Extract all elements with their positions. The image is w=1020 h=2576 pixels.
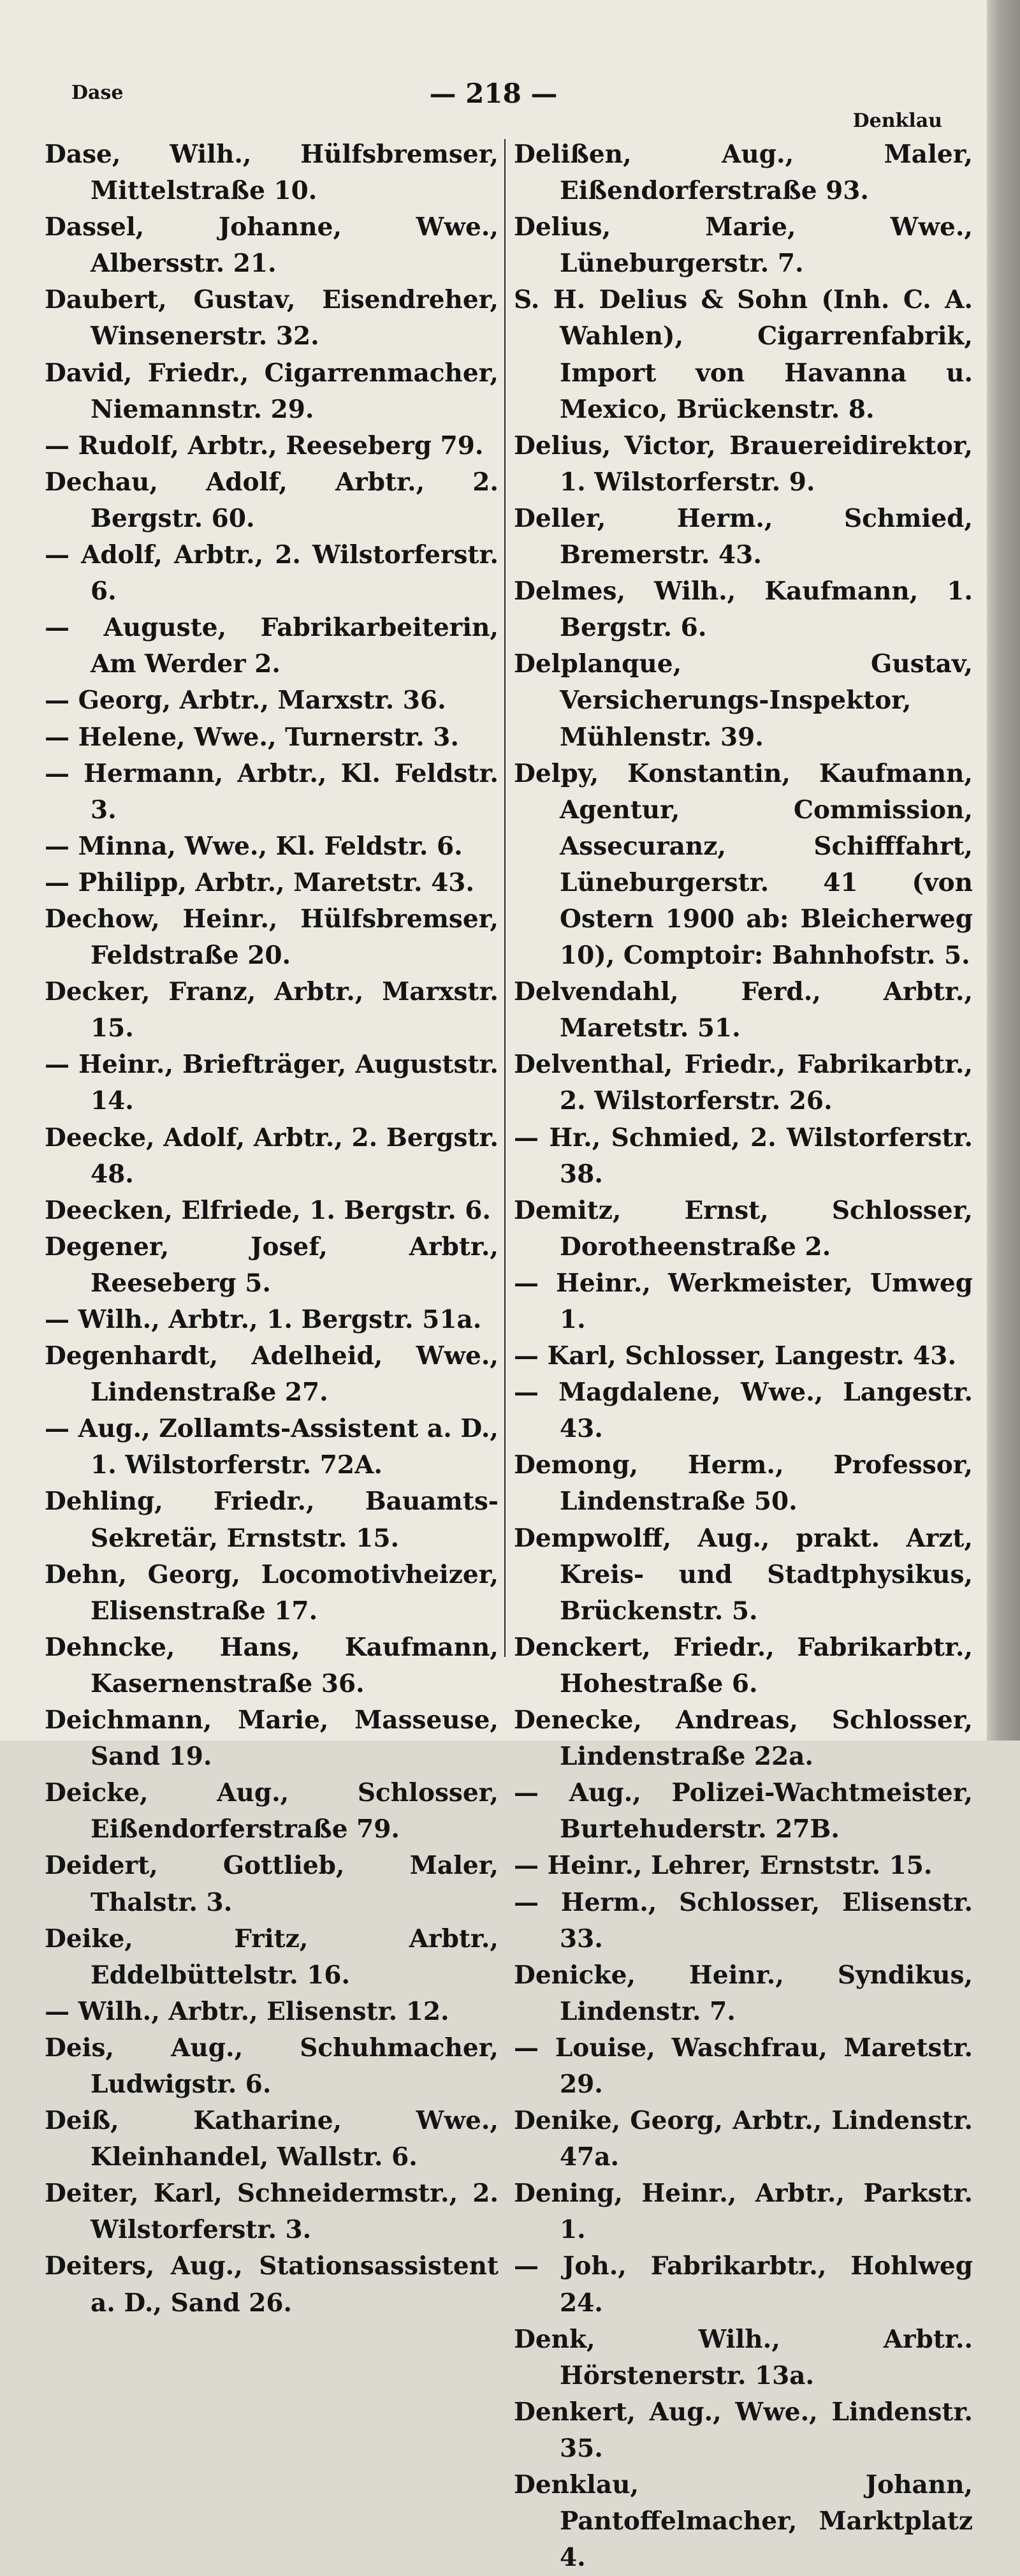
directory-entry: Delißen, Aug., Maler, Eißendorferstraße 93. (514, 140, 973, 206)
directory-entry: Delius, Marie, Wwe., Lüneburgerstr. 7. (514, 212, 973, 279)
directory-entry: — Hermann, Arbtr., Kl. Feldstr. 3. (45, 758, 499, 825)
directory-entry: Denicke, Heinr., Syndikus, Lindenstr. 7. (514, 1960, 973, 2026)
directory-entry: — Auguste, Fabrikarbeiterin, Am Werder 2. (45, 613, 499, 679)
directory-entry: — Wilh., Arbtr., 1. Bergstr. 51a. (45, 1305, 482, 1334)
directory-entry: — Aug., Polizei-Wachtmeister, Burtehuderstr. 27B. (514, 1778, 973, 1844)
directory-entry: Deichmann, Marie, Masseuse, Sand 19. (45, 1705, 499, 1772)
directory-entry: Dehncke, Hans, Kaufmann, Kasernenstraße 36. (45, 1632, 499, 1698)
directory-entry: Demitz, Ernst, Schlosser, Dorotheenstraße 2. (514, 1195, 973, 1262)
directory-entry: Delius, Victor, Brauereidirektor, 1. Wilstorferstr. 9. (514, 431, 973, 497)
directory-entry: Deicke, Aug., Schlosser, Eißendorferstraße 79. (45, 1778, 499, 1844)
directory-entry: Deiter, Karl, Schneidermstr., 2. Wilstorferstr. 3. (45, 2179, 499, 2245)
left-column (45, 136, 499, 2318)
directory-entry: Deidert, Gottlieb, Maler, Thalstr. 3. (45, 1851, 499, 1917)
directory-entry: — Magdalene, Wwe., Langestr. 43. (514, 1378, 973, 1444)
directory-entry: — Karl, Schlosser, Langestr. 43. (514, 1341, 957, 1371)
directory-entry: — Philipp, Arbtr., Maretstr. 43. (45, 867, 474, 897)
directory-entry: — Adolf, Arbtr., 2. Wilstorferstr. 6. (45, 540, 499, 607)
directory-entry: Deecke, Adolf, Arbtr., 2. Bergstr. 48. (45, 1122, 499, 1189)
directory-entry: Demong, Herm., Professor, Lindenstraße 50. (514, 1450, 973, 1517)
directory-entry: Degener, Josef, Arbtr., Reeseberg 5. (45, 1232, 499, 1298)
directory-entry: Daubert, Gustav, Eisendreher, Winsenerstr. 32. (45, 285, 499, 351)
directory-entry: — Hr., Schmied, 2. Wilstorferstr. 38. (514, 1122, 973, 1189)
directory-entry: Dehling, Friedr., Bauamts-Sekretär, Ernststr. 15. (45, 1487, 499, 1553)
directory-entry: Denckert, Friedr., Fabrikarbtr., Hohestraße 6. (514, 1632, 973, 1698)
directory-entry: Delpy, Konstantin, Kaufmann, Agentur, Commission, Assecuranz, Schifffahrt, Lüneburgerstr. 41 (von Ostern 1900 ab: Bleicherweg 10), Comptoir: Bahnhofstr. 5. (514, 758, 973, 971)
directory-entry: S. H. Delius & Sohn (Inh. C. A. Wahlen), Cigarrenfabrik, Import von Havanna u. Mexico, Brückenstr. 8. (514, 285, 973, 424)
directory-entry: Degenhardt, Adelheid, Wwe., Lindenstraße 27. (45, 1341, 499, 1408)
directory-entry: Dassel, Johanne, Wwe., Albersstr. 21. (45, 212, 499, 279)
directory-entry: Denk, Wilh., Arbtr.. Hörstenerstr. 13a. (514, 2324, 973, 2390)
directory-entry: Decker, Franz, Arbtr., Marxstr. 15. (45, 977, 499, 1043)
directory-entry: — Rudolf, Arbtr., Reeseberg 79. (45, 431, 484, 460)
directory-entry: Denike, Georg, Arbtr., Lindenstr. 47a. (514, 2106, 973, 2172)
directory-entry: Delventhal, Friedr., Fabrikarbtr., 2. Wilstorferstr. 26. (514, 1050, 973, 1116)
directory-entry: Dehn, Georg, Locomotivheizer, Elisenstraße 17. (45, 1559, 499, 1626)
directory-entry: — Heinr., Werkmeister, Umweg 1. (514, 1268, 973, 1334)
column-divider (504, 139, 506, 1657)
directory-entry: Denklau, Johann, Pantoffelmacher, Marktplatz 4. (514, 2470, 973, 2573)
directory-entry: Dase, Wilh., Hülfsbremser, Mittelstraße 10. (45, 140, 499, 206)
page-edge-shadow (987, 0, 1020, 1741)
directory-entry: — Helene, Wwe., Turnerstr. 3. (45, 722, 459, 752)
directory-entry: Dechau, Adolf, Arbtr., 2. Bergstr. 60. (45, 467, 499, 533)
directory-entry: Dening, Heinr., Arbtr., Parkstr. 1. (514, 2179, 973, 2245)
directory-entry: Dechow, Heinr., Hülfsbremser, Feldstraße 20. (45, 904, 499, 971)
directory-entry: Dempwolff, Aug., prakt. Arzt, Kreis- und Stadtphysikus, Brückenstr. 5. (514, 1523, 973, 1626)
directory-entry: Delmes, Wilh., Kaufmann, 1. Bergstr. 6. (514, 577, 973, 643)
directory-entry: — Joh., Fabrikarbtr., Hohlweg 24. (514, 2251, 973, 2318)
directory-entry: — Aug., Zollamts-Assistent a. D., 1. Wilstorferstr. 72A. (45, 1414, 499, 1480)
directory-entry: — Louise, Waschfrau, Maretstr. 29. (514, 2033, 973, 2099)
directory-entry: Deike, Fritz, Arbtr., Eddelbüttelstr. 16. (45, 1924, 499, 1990)
directory-entry: — Heinr., Lehrer, Ernststr. 15. (514, 1851, 933, 1881)
directory-entry: — Herm., Schlosser, Elisenstr. 33. (514, 1887, 973, 1954)
directory-entry: — Georg, Arbtr., Marxstr. 36. (45, 686, 446, 716)
directory-entry: Denecke, Andreas, Schlosser, Lindenstraße 22a. (514, 1705, 973, 1772)
directory-entry: — Minna, Wwe., Kl. Feldstr. 6. (45, 831, 463, 861)
right-column (514, 136, 973, 2573)
directory-entry: — Heinr., Briefträger, Auguststr. 14. (45, 1050, 499, 1116)
page-number: — 218 — (429, 78, 558, 109)
directory-entry: Denkert, Aug., Wwe., Lindenstr. 35. (514, 2397, 973, 2463)
directory-entry: Deiß, Katharine, Wwe., Kleinhandel, Wallstr. 6. (45, 2106, 499, 2172)
directory-entry: Delplanque, Gustav, Versicherungs-Inspektor, Mühlenstr. 39. (514, 649, 973, 752)
directory-entry: Deecken, Elfriede, 1. Bergstr. 6. (45, 1195, 491, 1225)
directory-entry: Delvendahl, Ferd., Arbtr., Maretstr. 51. (514, 977, 973, 1043)
directory-entry: Deiters, Aug., Stationsassistent a. D., Sand 26. (45, 2251, 499, 2318)
running-head-right: Denklau (852, 110, 942, 132)
directory-entry: Deller, Herm., Schmied, Bremerstr. 43. (514, 503, 973, 570)
running-head-left: Dase (71, 82, 124, 104)
directory-entry: David, Friedr., Cigarrenmacher, Niemannstr. 29. (45, 358, 499, 424)
directory-entry: — Wilh., Arbtr., Elisenstr. 12. (45, 1996, 449, 2026)
directory-entry: Deis, Aug., Schuhmacher, Ludwigstr. 6. (45, 2033, 499, 2099)
